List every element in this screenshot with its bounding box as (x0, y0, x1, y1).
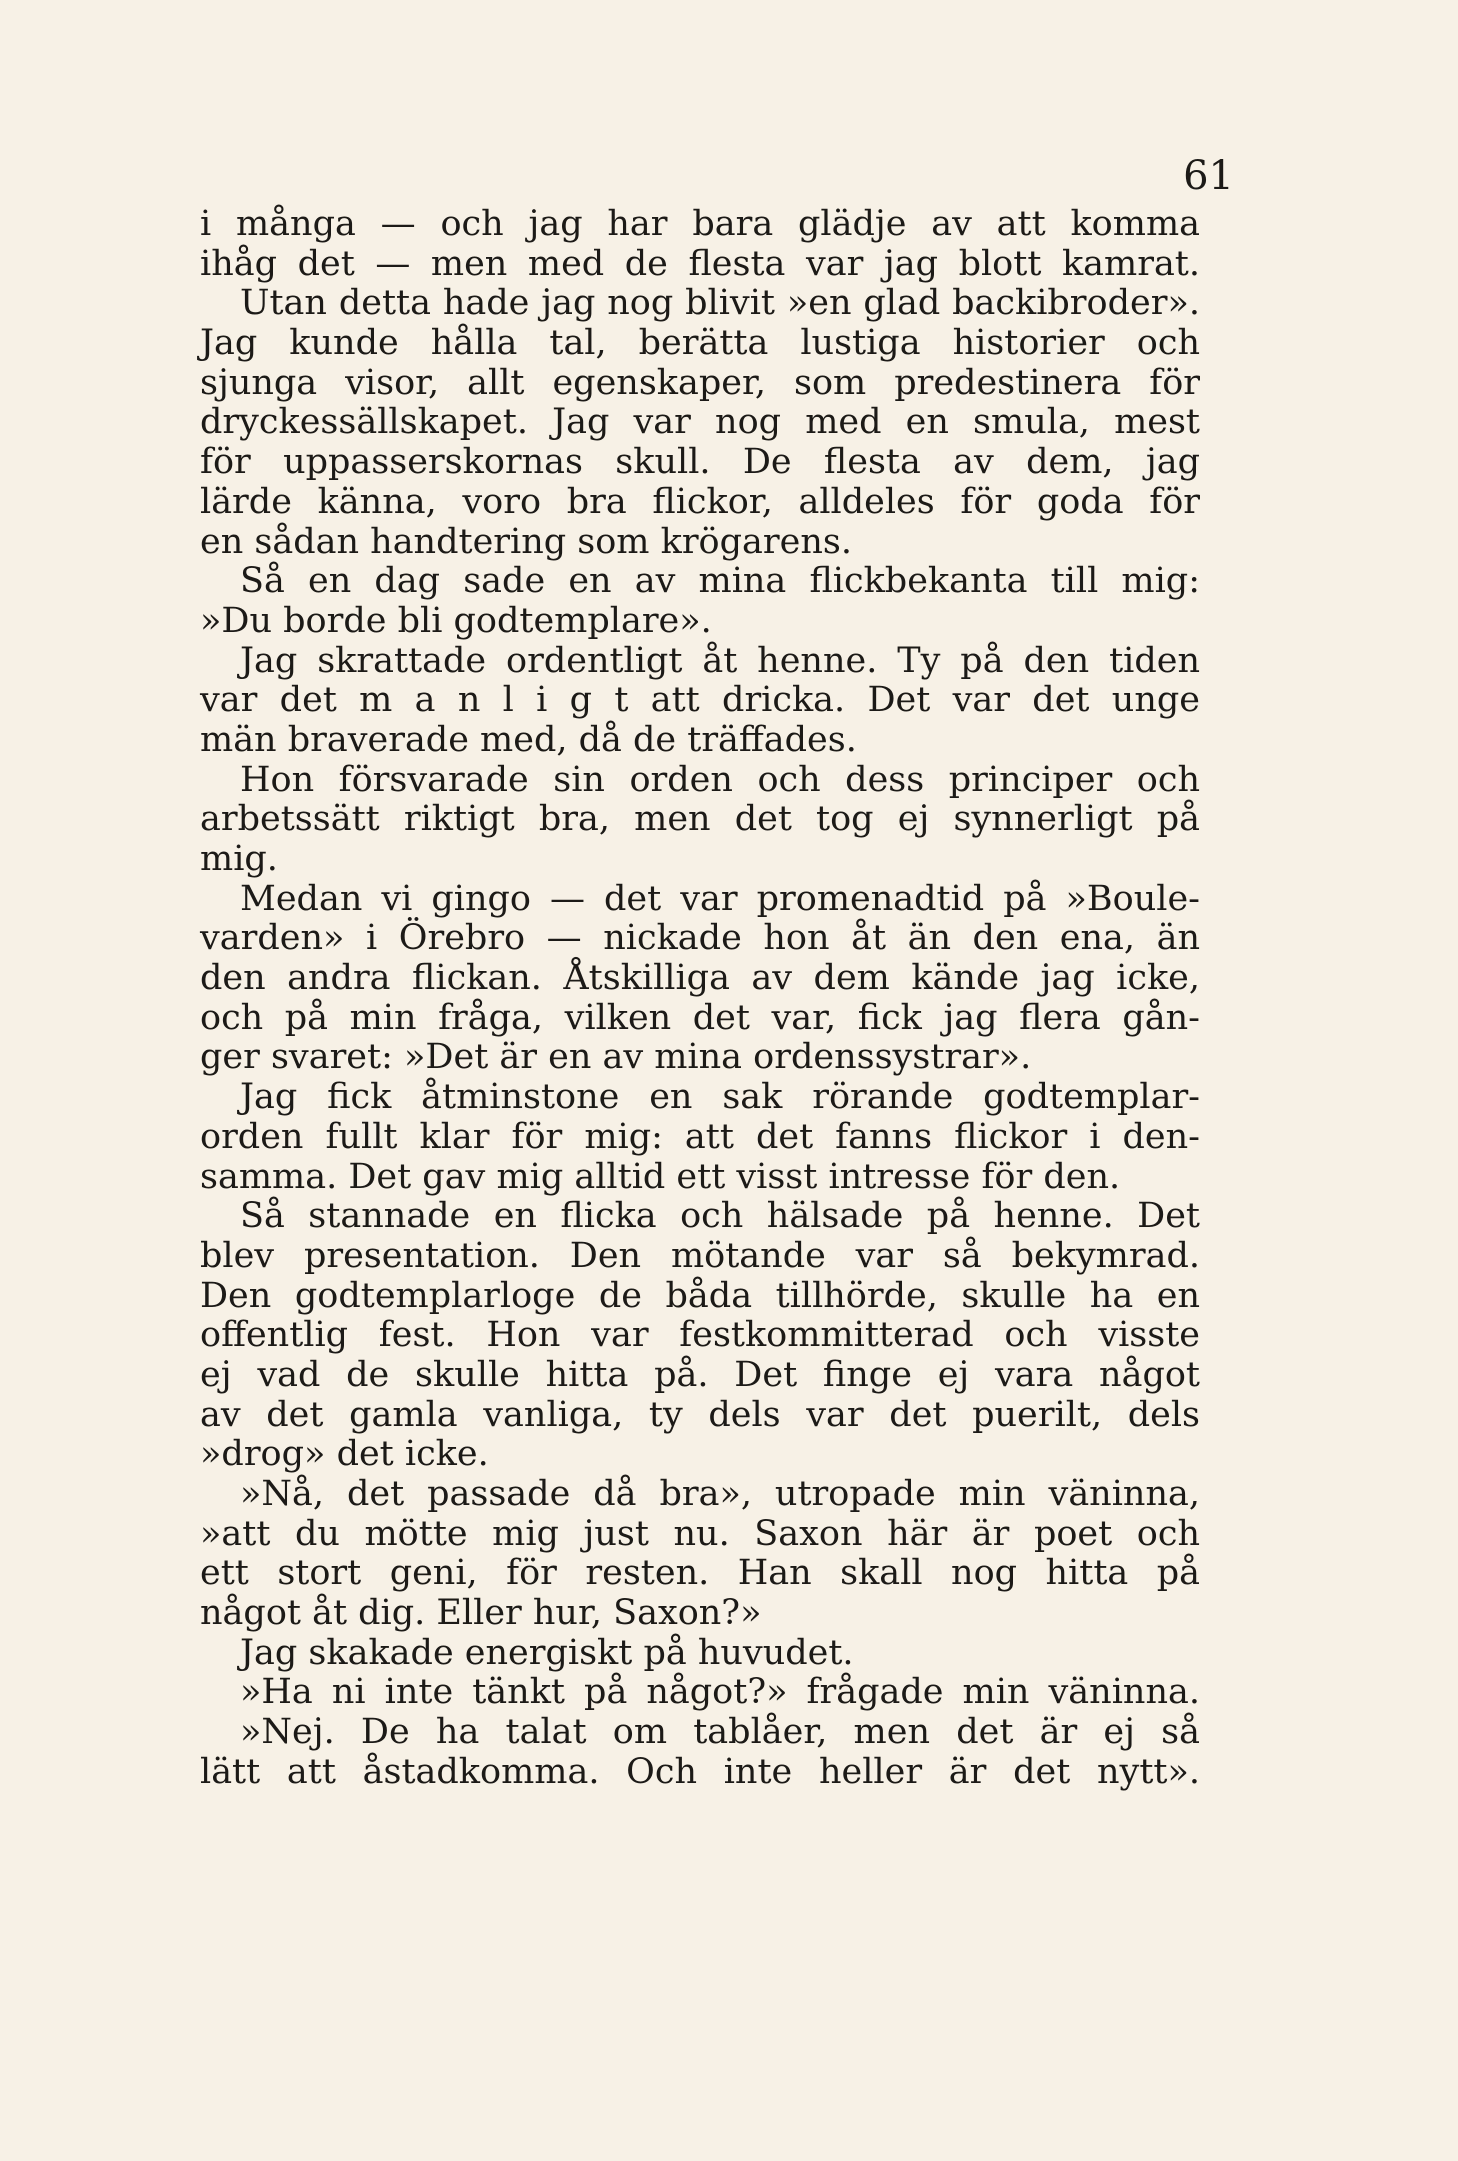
text-line: i många — och jag har bara glädje av att komma (200, 204, 1200, 244)
text-line: »att du mötte mig just nu. Saxon här är poet och (200, 1513, 1200, 1554)
text-line: dryckessällskapet. Jag var nog med en smula, mest (200, 402, 1200, 443)
text-line: var det m a n l i g t att dricka. Det var det unge (200, 680, 1200, 721)
text-line: samma. Det gav mig alltid ett visst intresse för den. (200, 1156, 1121, 1197)
text-line: mig. (200, 839, 278, 879)
text-line: Så en dag sade en av mina flickbekanta till mig: (240, 561, 1200, 602)
text-line: ej vad de skulle hitta på. Det finge ej vara något (200, 1354, 1200, 1395)
text-line: Jag skakade energiskt på huvudet. (240, 1632, 854, 1673)
text-line: sjunga visor, allt egenskaper, som predestinera för (200, 362, 1200, 403)
text-line: Så stannade en flicka och hälsade på henne. Det (240, 1196, 1200, 1237)
text-line: Utan detta hade jag nog blivit »en glad backibroder». (240, 283, 1200, 324)
text-line: ger svaret: »Det är en av mina ordenssystrar». (200, 1037, 1032, 1078)
text-line: blev presentation. Den mötande var så bekymrad. (200, 1235, 1200, 1276)
text-line: lärde känna, voro bra flickor, alldeles för goda för (200, 481, 1200, 522)
text-line: »drog» det icke. (200, 1434, 489, 1475)
text-line: »Ha ni inte tänkt på något?» frågade min väninna. (240, 1672, 1200, 1713)
body-text (200, 205, 1200, 1793)
text-line: för uppasserskornas skull. De flesta av dem, jag (200, 442, 1200, 483)
text-line: Jag kunde hålla tal, berätta lustiga historier och (200, 323, 1200, 364)
text-line: och på min fråga, vilken det var, fick jag flera gån- (200, 997, 1200, 1038)
text-line: ett stort geni, för resten. Han skall nog hitta på (200, 1553, 1200, 1594)
text-line: Jag fick åtminstone en sak rörande godtemplar- (240, 1077, 1200, 1118)
text-line: »Du borde bli godtemplare». (200, 600, 712, 641)
text-line: Jag skrattade ordentligt åt henne. Ty på den tiden (240, 640, 1200, 681)
text-line: något åt dig. Eller hur, Saxon?» (200, 1593, 762, 1634)
text-line: Hon försvarade sin orden och dess principer och (240, 759, 1200, 800)
text-line: »Nej. De ha talat om tablåer, men det är ej så (240, 1712, 1200, 1753)
text-line: lätt att åstadkomma. Och inte heller är det nytt». (200, 1751, 1200, 1792)
text-line: offentlig fest. Hon var festkommitterad och visste (200, 1315, 1200, 1356)
text-line: Den godtemplarloge de båda tillhörde, skulle ha en (200, 1275, 1200, 1316)
text-line: orden fullt klar för mig: att det fanns flickor i den- (200, 1116, 1200, 1157)
text-line: »Nå, det passade då bra», utropade min väninna, (240, 1474, 1200, 1514)
text-line: den andra flickan. Åtskilliga av dem kände jag icke, (200, 958, 1200, 999)
text-line: av det gamla vanliga, ty dels var det puerilt, dels (200, 1394, 1200, 1435)
text-line: Medan vi gingo — det var promenadtid på »Boule- (240, 878, 1200, 919)
text-line: en sådan handtering som krögarens. (200, 521, 852, 562)
text-line: varden» i Örebro — nickade hon åt än den ena, än (200, 918, 1200, 959)
page-number: 61 (1183, 153, 1234, 199)
text-line: ihåg det — men med de flesta var jag blott kamrat. (200, 243, 1200, 284)
text-line: män braverade med, då de träffades. (200, 719, 857, 760)
text-line: arbetssätt riktigt bra, men det tog ej synnerligt på (200, 799, 1200, 840)
